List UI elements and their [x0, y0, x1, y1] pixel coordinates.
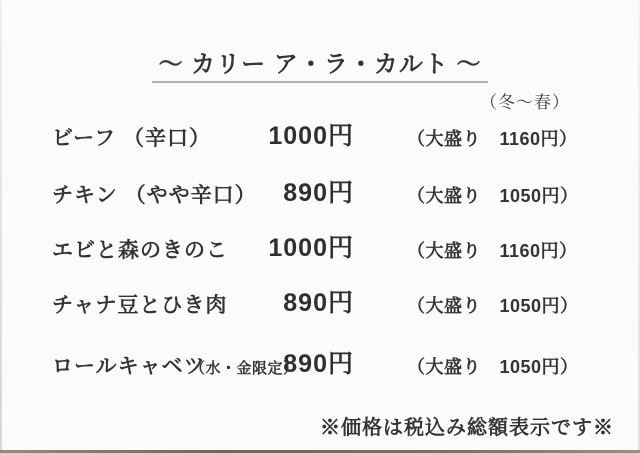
- item-price: 1000円: [268, 122, 354, 150]
- scan-edge-left: [0, 0, 2, 453]
- menu-row-cabbage-roll: [0, 349, 640, 377]
- season-note: （冬〜春）: [480, 93, 570, 112]
- item-price: 890円: [283, 289, 354, 317]
- item-name: ロールキャベツ: [52, 355, 206, 378]
- menu-row-chana-beans: [0, 288, 640, 316]
- item-large-portion-price: （大盛り 1160円）: [407, 129, 578, 149]
- item-price: 1000円: [268, 234, 354, 262]
- item-name: エビと森のきのこ: [52, 239, 228, 262]
- item-name: チャナ豆とひき肉: [52, 294, 228, 317]
- item-name: チキン （やや辛口）: [52, 184, 257, 207]
- menu-row-chicken: [0, 178, 640, 206]
- menu-row-beef: [0, 121, 640, 149]
- item-large-portion-price: （大盛り 1050円）: [407, 296, 579, 316]
- item-large-portion-price: （大盛り 1050円）: [407, 357, 579, 377]
- item-price: 890円: [283, 179, 354, 207]
- item-price: 890円: [283, 350, 354, 378]
- tax-inclusive-note: ※価格は税込み総額表示です※: [320, 417, 614, 439]
- item-large-portion-price: （大盛り 1050円）: [407, 186, 579, 206]
- menu-title: [0, 53, 640, 83]
- menu-title-text: 〜 カリー ア・ラ・カルト 〜: [152, 53, 487, 83]
- item-qualifier: （水・金限定）: [190, 360, 299, 377]
- item-large-portion-price: （大盛り 1160円）: [407, 241, 578, 261]
- menu-row-shrimp-mushroom: [0, 233, 640, 261]
- item-name: ビーフ （辛口）: [52, 127, 211, 150]
